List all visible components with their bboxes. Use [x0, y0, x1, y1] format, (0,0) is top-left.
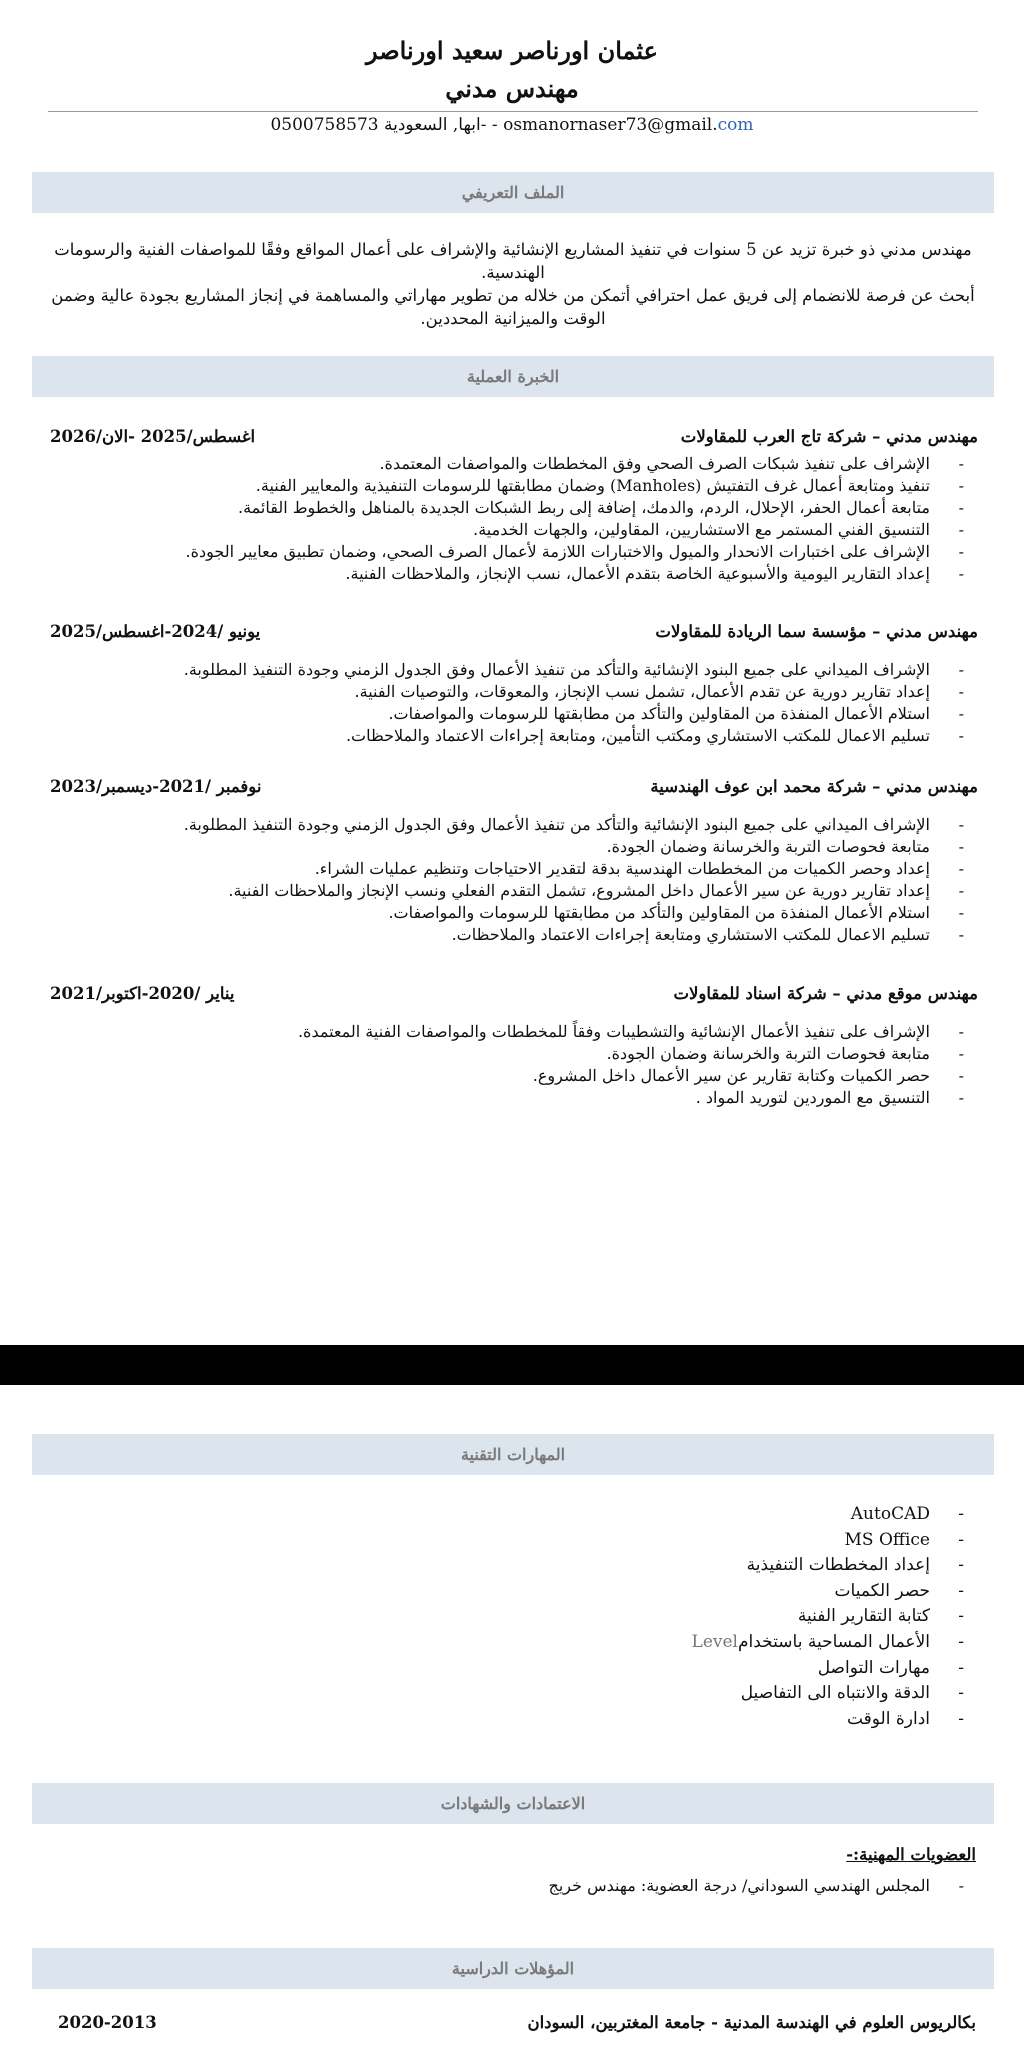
skill-item: - كتابة التقارير الفنية: [50, 1604, 978, 1630]
duty-item: - حصر الكميات وكتابة تقارير عن سير الأعمال داخل المشروع.: [50, 1065, 978, 1087]
job-duties: [50, 1021, 978, 1109]
duty-item: - تسليم الاعمال للمكتب الاستشاري ومتابعة إجراءات الاعتماد والملاحظات.: [50, 924, 978, 946]
duty-item: - استلام الأعمال المنفذة من المقاولين والتأكد من مطابقتها للرسومات والمواصفات.: [50, 703, 978, 725]
job-title: مهندس مدني: [445, 74, 579, 103]
job-dates: اغسطس/2025 -الان/2026: [50, 427, 256, 446]
summary-line: أبحث عن فرصة للانضمام إلى فريق عمل احترافي أتمكن من خلاله من تطوير مهاراتي والمساهمة في إنجاز المشاريع بجودة عالية وضمن: [51, 286, 975, 305]
skill-item: - ادارة الوقت: [50, 1707, 978, 1733]
job-header: [50, 622, 978, 659]
skill-item: - MS Office: [50, 1528, 978, 1554]
duty-item: - تنفيذ ومتابعة أعمال غرف التفتيش (Manholes) وضمان مطابقتها للرسومات التنفيذية والمعايير الفنية.: [50, 475, 978, 497]
contact-separator: -: [486, 115, 504, 135]
job-entry: [50, 427, 978, 585]
duty-item: - متابعة أعمال الحفر، الإحلال، الردم، والدمك، إضافة إلى ربط الشبكات الجديدة بالمناهل والخطوط القائمة.: [50, 497, 978, 519]
duty-item: - متابعة فحوصات التربة والخرسانة وضمان الجودة.: [50, 1043, 978, 1065]
contact-line: [0, 115, 1024, 135]
job-dates: يناير /2020-اكتوبر/2021: [50, 984, 235, 1003]
job-entry: [50, 984, 978, 1109]
location-text: ابها, السعودية: [384, 115, 481, 135]
job-header: [50, 427, 978, 453]
job-duties: [50, 453, 978, 585]
job-entry: [50, 622, 978, 747]
job-header: [50, 777, 978, 814]
summary-line: مهندس مدني ذو خبرة تزيد عن 5 سنوات في تنفيذ المشاريع الإنشائية والإشراف على أعمال المواقع وفقًا للمواصفات الفنية والرسومات الهندسية.: [54, 240, 972, 282]
job-role: مهندس مدني – شركة تاج العرب للمقاولات: [680, 427, 978, 446]
duty-item: - الإشراف الميداني على جميع البنود الإنشائية والتأكد من تنفيذ الأعمال وفق الجدول الزمني وجودة التنفيذ المطلوبة.: [50, 814, 978, 836]
skill-item: - AutoCAD: [50, 1502, 978, 1528]
duty-item: - تسليم الاعمال للمكتب الاستشاري ومكتب التأمين، ومتابعة إجراءات الاعتماد والملاحظات.: [50, 725, 978, 747]
degree-years: 2020-2013: [58, 2013, 157, 2032]
skill-item: - حصر الكميات: [50, 1579, 978, 1605]
header-divider: [48, 111, 978, 112]
membership-item: - المجلس الهندسي السوداني/ درجة العضوية: مهندس خريج: [50, 1875, 978, 1897]
candidate-name: عثمان اورناصر سعيد اورناصر: [366, 36, 658, 65]
resume-page-2: [0, 1385, 1024, 2048]
section-education-heading: المؤهلات الدراسية: [32, 1948, 994, 1989]
job-role: مهندس مدني – مؤسسة سما الريادة للمقاولات: [655, 622, 978, 641]
duty-item: - الإشراف الميداني على جميع البنود الإنشائية والتأكد من تنفيذ الأعمال وفق الجدول الزمني وجودة التنفيذ المطلوبة.: [50, 659, 978, 681]
duty-item: - الإشراف على اختبارات الانحدار والميول والاختبارات اللازمة لأعمال الصرف الصحي، وضمان تطبيق معايير الجودة.: [50, 541, 978, 563]
duty-item: - إعداد التقارير اليومية والأسبوعية الخاصة بتقدم الأعمال، نسب الإنجاز، والملاحظات الفنية.: [50, 563, 978, 585]
skill-item: - إعداد المخططات التنفيذية: [50, 1553, 978, 1579]
job-header: [50, 984, 978, 1021]
section-experience-heading: الخبرة العملية: [32, 356, 994, 397]
duty-item: - استلام الأعمال المنفذة من المقاولين والتأكد من مطابقتها للرسومات والمواصفات.: [50, 902, 978, 924]
job-dates: نوفمبر /2021-ديسمبر/2023: [50, 777, 262, 796]
duty-item: - إعداد تقارير دورية عن سير الأعمال داخل المشروع، تشمل التقدم الفعلي ونسب الإنجاز والملاحظات الفنية.: [50, 880, 978, 902]
job-role: مهندس مدني – شركة محمد ابن عوف الهندسية: [650, 777, 978, 796]
profile-summary: [48, 238, 978, 330]
memberships-list: [50, 1875, 978, 1897]
memberships-title: العضويات المهنية:-: [846, 1845, 976, 1864]
email-domain: com: [717, 115, 754, 135]
job-duties: [50, 659, 978, 747]
degree-row: [58, 2013, 976, 2039]
duty-item: - الإشراف على تنفيذ الأعمال الإنشائية والتشطيبات وفقاً للمخططات والمواصفات الفنية المعتمدة.: [50, 1021, 978, 1043]
phone-text: 0500758573-: [270, 115, 487, 135]
page-break-bar: [0, 1345, 1024, 1385]
degree-name: بكالريوس العلوم في الهندسة المدنية - جامعة المغتربين، السودان: [527, 2013, 976, 2032]
duty-item: - التنسيق مع الموردين لتوريد المواد .: [50, 1087, 978, 1109]
job-role: مهندس موقع مدني – شركة اسناد للمقاولات: [673, 984, 978, 1003]
section-skills-heading: المهارات التقنية: [32, 1434, 994, 1475]
skill-item: - الأعمال المساحية باستخدامLevel: [50, 1630, 978, 1656]
job-duties: [50, 814, 978, 946]
duty-item: - إعداد وحصر الكميات من المخططات الهندسية بدقة لتقدير الاحتياجات وتنظيم عمليات الشراء.: [50, 858, 978, 880]
duty-item: - متابعة فحوصات التربة والخرسانة وضمان الجودة.: [50, 836, 978, 858]
job-entry: [50, 777, 978, 946]
duty-item: - الإشراف على تنفيذ شبكات الصرف الصحي وفق المخططات والمواصفات المعتمدة.: [50, 453, 978, 475]
summary-line: الوقت والميزانية المحددين.: [420, 309, 606, 328]
skill-item: - مهارات التواصل: [50, 1656, 978, 1682]
duty-item: - إعداد تقارير دورية عن تقدم الأعمال، تشمل نسب الإنجاز، والمعوقات، والتوصيات الفنية.: [50, 681, 978, 703]
email-user: osmanornaser73@gmail.: [503, 115, 718, 135]
job-dates: يونيو /2024-اغسطس/2025: [50, 622, 261, 641]
section-profile-heading: الملف التعريفي: [32, 172, 994, 213]
duty-item: - التنسيق الفني المستمر مع الاستشاريين، المقاولين، والجهات الخدمية.: [50, 519, 978, 541]
section-certs-heading: الاعتمادات والشهادات: [32, 1783, 994, 1824]
skills-list: [50, 1502, 978, 1732]
skill-item: - الدقة والانتباه الى التفاصيل: [50, 1681, 978, 1707]
